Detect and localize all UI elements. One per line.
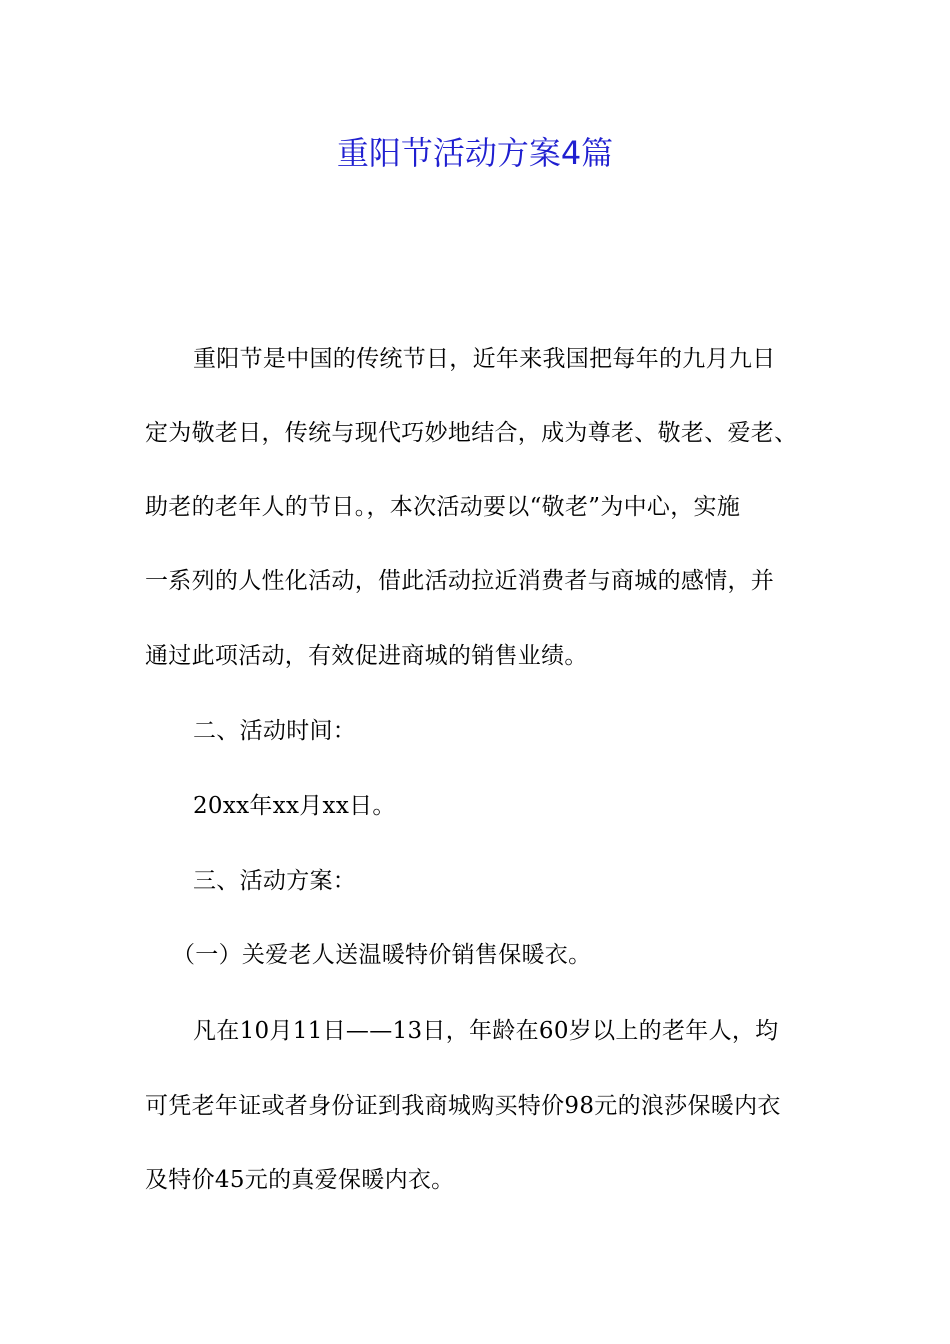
subsection-1-heading: （一）关爱老人送温暖特价销售保暖衣。 [172, 942, 592, 968]
section-2-heading: 二、活动时间： [193, 718, 357, 744]
subsection-1-line-2: 可凭老年证或者身份证到我商城购买特价98元的浪莎保暖内衣 [145, 1093, 781, 1119]
intro-line-4: 一系列的人性化活动，借此活动拉近消费者与商城的感情，并 [145, 568, 775, 594]
subsection-1-line-1: 凡在10月11日——13日，年龄在60岁以上的老年人，均 [193, 1018, 779, 1044]
section-2-body: 20xx年xx月xx日。 [193, 793, 396, 819]
document-title: 重阳节活动方案4篇 [336, 134, 614, 172]
intro-line-1: 重阳节是中国的传统节日，近年来我国把每年的九月九日 [193, 346, 776, 372]
intro-line-3: 助老的老年人的节日。，本次活动要以“敬老”为中心，实施 [145, 494, 741, 520]
subsection-1-line-3: 及特价45元的真爱保暖内衣。 [145, 1167, 455, 1193]
intro-line-2: 定为敬老日，传统与现代巧妙地结合，成为尊老、敬老、爱老、 [145, 420, 798, 446]
section-3-heading: 三、活动方案： [193, 868, 357, 894]
intro-line-5: 通过此项活动，有效促进商城的销售业绩。 [145, 643, 588, 669]
